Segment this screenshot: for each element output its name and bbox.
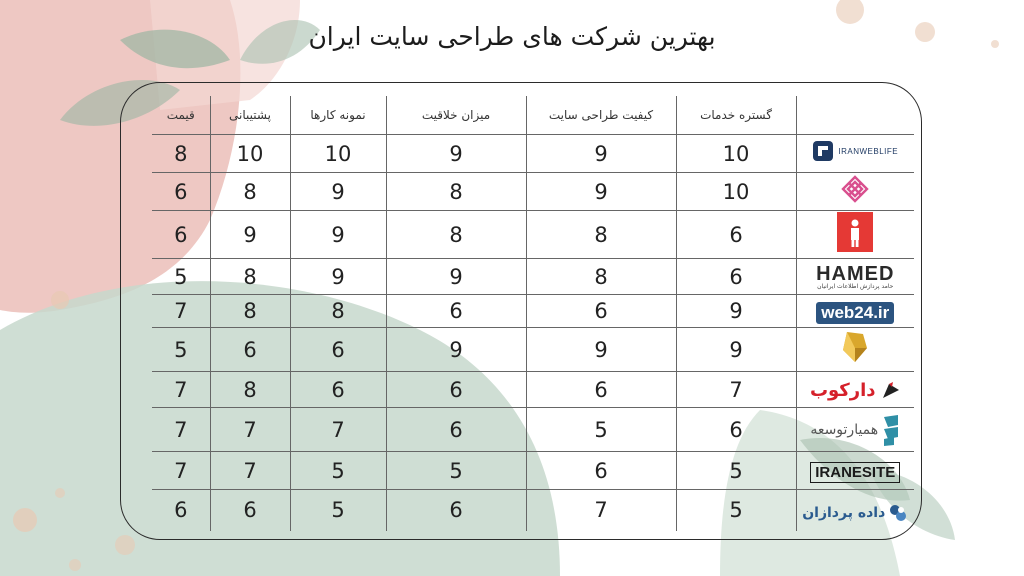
cell-support: 7 [210, 408, 290, 452]
cell-creativity: 9 [386, 135, 526, 173]
header-services: گستره خدمات [676, 96, 796, 135]
cell-creativity: 6 [386, 408, 526, 452]
gold-speck-5 [13, 508, 37, 532]
cell-services: 6 [676, 211, 796, 259]
cell-price: 6 [152, 173, 210, 211]
cell-quality: 8 [526, 211, 676, 259]
table-row [152, 135, 914, 173]
cell-services: 9 [676, 328, 796, 372]
hamyar-mark-icon [882, 413, 900, 447]
logo-red-box [796, 211, 914, 259]
knot-icon [841, 175, 869, 203]
cell-quality: 9 [526, 173, 676, 211]
cell-quality: 8 [526, 259, 676, 295]
table-row [152, 328, 914, 372]
logo-darkoob [796, 372, 914, 408]
logo-web24 [796, 295, 914, 328]
cell-quality: 7 [526, 490, 676, 531]
cell-quality: 9 [526, 135, 676, 173]
cell-services: 10 [676, 173, 796, 211]
hamed-wordmark: HAMED [816, 262, 895, 285]
cell-support: 8 [210, 295, 290, 328]
page-title: بهترین شرکت های طراحی سایت ایران [308, 22, 716, 51]
cell-services: 6 [676, 259, 796, 295]
cell-price: 7 [152, 408, 210, 452]
cell-quality: 6 [526, 452, 676, 490]
person-box-icon [837, 212, 873, 252]
cell-creativity: 6 [386, 372, 526, 408]
header-creativity: میزان خلاقیت [386, 96, 526, 135]
cell-samples: 8 [290, 295, 386, 328]
cell-samples: 5 [290, 452, 386, 490]
hamyar-wordmark: همیارتوسعه [810, 421, 879, 438]
comparison-table [152, 96, 914, 531]
cell-samples: 6 [290, 372, 386, 408]
cell-creativity: 8 [386, 173, 526, 211]
cell-price: 7 [152, 295, 210, 328]
table-row [152, 211, 914, 259]
cell-services: 9 [676, 295, 796, 328]
cell-support: 7 [210, 452, 290, 490]
cell-samples: 7 [290, 408, 386, 452]
gold-speck-7 [69, 559, 81, 571]
cell-samples: 9 [290, 173, 386, 211]
cell-price: 5 [152, 259, 210, 295]
cell-samples: 9 [290, 259, 386, 295]
cell-price: 8 [152, 135, 210, 173]
iranesite-wordmark: IRANESITE [810, 462, 900, 483]
cell-creativity: 8 [386, 211, 526, 259]
header-price: قیمت [152, 96, 210, 135]
cell-quality: 5 [526, 408, 676, 452]
cell-support: 8 [210, 173, 290, 211]
cell-services: 5 [676, 490, 796, 531]
cell-creativity: 5 [386, 452, 526, 490]
table-row [152, 173, 914, 211]
table-row [152, 452, 914, 490]
cell-support: 8 [210, 372, 290, 408]
gold-speck-8 [55, 488, 65, 498]
gold-speck-6 [115, 535, 135, 555]
web24-wordmark: web24.ir [816, 302, 894, 324]
table-row [152, 259, 914, 295]
cell-support: 10 [210, 135, 290, 173]
gold-speck-4 [51, 291, 69, 309]
table-row [152, 372, 914, 408]
table-row [152, 295, 914, 328]
gold-speck-1 [836, 0, 864, 24]
cell-quality: 9 [526, 328, 676, 372]
cell-support: 9 [210, 211, 290, 259]
logo-gold [796, 328, 914, 372]
header-support: پشتیبانی [210, 96, 290, 135]
cell-samples: 10 [290, 135, 386, 173]
woodpecker-icon [879, 380, 901, 402]
cell-samples: 9 [290, 211, 386, 259]
iranweblife-wordmark: IRANWEBLIFE [838, 146, 899, 156]
cell-services: 7 [676, 372, 796, 408]
gold-diamond-icon [841, 330, 869, 364]
cell-creativity: 6 [386, 490, 526, 531]
cell-price: 7 [152, 372, 210, 408]
header-logo [796, 96, 914, 135]
cell-support: 6 [210, 490, 290, 531]
dadeh-wordmark: داده پردازان [802, 504, 886, 521]
cell-price: 6 [152, 211, 210, 259]
cell-services: 5 [676, 452, 796, 490]
logo-hamed [796, 259, 914, 295]
logo-iranesite [796, 452, 914, 490]
logo-iranweblife [796, 135, 914, 173]
iranweblife-mark-icon [812, 140, 834, 162]
cell-price: 6 [152, 490, 210, 531]
table-row [152, 490, 914, 531]
darkoob-wordmark: دارکوب [809, 380, 876, 402]
cell-creativity: 9 [386, 259, 526, 295]
cell-support: 6 [210, 328, 290, 372]
cell-samples: 6 [290, 328, 386, 372]
table-header-row [152, 96, 914, 135]
logo-hamyar [796, 408, 914, 452]
cell-quality: 6 [526, 295, 676, 328]
table-row [152, 408, 914, 452]
cell-creativity: 9 [386, 328, 526, 372]
logo-knot [796, 173, 914, 211]
header-samples: نمونه کارها [290, 96, 386, 135]
cell-price: 7 [152, 452, 210, 490]
dadeh-mark-icon [888, 503, 908, 523]
cell-quality: 6 [526, 372, 676, 408]
hamed-subtitle: حامد پردازش اطلاعات ایرانیان [817, 282, 894, 290]
cell-samples: 5 [290, 490, 386, 531]
logo-dadeh [796, 490, 914, 531]
cell-creativity: 6 [386, 295, 526, 328]
cell-price: 5 [152, 328, 210, 372]
cell-support: 8 [210, 259, 290, 295]
header-quality: کیفیت طراحی سایت [526, 96, 676, 135]
cell-services: 6 [676, 408, 796, 452]
cell-services: 10 [676, 135, 796, 173]
